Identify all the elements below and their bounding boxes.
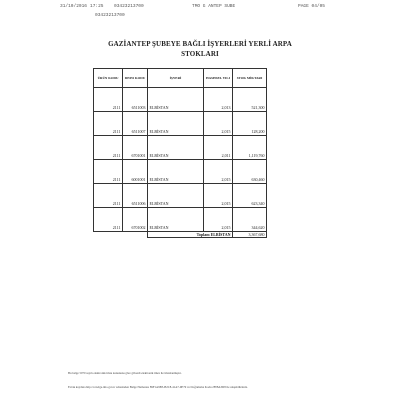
cell-product-code: 2111 bbox=[94, 88, 123, 112]
footer-signature-note: Bu belge 5070 sayılı elektronik imza kanununa göre güvenli elektronik imza ile imzalanmıştır. bbox=[68, 371, 182, 375]
cell-quantity: 1,119,760 bbox=[233, 136, 267, 160]
cell-product-code: 2111 bbox=[94, 112, 123, 136]
header-quantity: STOK MİKTARI bbox=[233, 69, 267, 88]
fax-sender: TMO G ANTEP SUBE bbox=[192, 4, 236, 9]
total-label: Toplam ELBİSTAN bbox=[148, 232, 233, 238]
document-title bbox=[0, 40, 400, 59]
cell-depot-code: 6001001 bbox=[123, 160, 148, 184]
cell-depot-code: 6511007 bbox=[123, 112, 148, 136]
cell-year: 2,015 bbox=[204, 184, 233, 208]
cell-product-code: 2111 bbox=[94, 208, 123, 232]
cell-quantity: 128,200 bbox=[233, 112, 267, 136]
table-row bbox=[94, 184, 267, 208]
title-line-2: STOKLARI bbox=[181, 49, 219, 58]
cell-district: ELBİSTAN bbox=[148, 88, 204, 112]
fax-header bbox=[60, 4, 336, 12]
header-year: HASHSEL YILI bbox=[204, 69, 233, 88]
fax-page: PAGE 04/05 bbox=[298, 4, 326, 9]
fax-time: 17:25 bbox=[90, 4, 104, 9]
cell-depot-code: 6701002 bbox=[123, 208, 148, 232]
total-value: 3,367,680 bbox=[233, 232, 267, 238]
cell-year: 2,011 bbox=[204, 136, 233, 160]
cell-district: ELBİSTAN bbox=[148, 184, 204, 208]
total-row bbox=[94, 232, 267, 238]
cell-product-code: 2111 bbox=[94, 136, 123, 160]
cell-depot-code: 6511006 bbox=[123, 184, 148, 208]
table-row bbox=[94, 88, 267, 112]
fax-date: 31/10/2016 bbox=[60, 4, 88, 9]
cell-quantity: 623,340 bbox=[233, 184, 267, 208]
cell-quantity: 344,620 bbox=[233, 208, 267, 232]
footer-verification-note: Evrak kaydına http://e-belge.tmo.gov.tr adresinden Belge Numarası 89F1A9B5-B2C8-41A7-9E79 ve Doğrulama Kodu 2F08A3D8 ile ulaşabilirsiniz. bbox=[68, 385, 248, 389]
cell-year: 2,015 bbox=[204, 112, 233, 136]
cell-product-code: 2111 bbox=[94, 184, 123, 208]
cell-quantity: 630,460 bbox=[233, 160, 267, 184]
cell-district: ELBİSTAN bbox=[148, 160, 204, 184]
cell-district: ELBİSTAN bbox=[148, 208, 204, 232]
title-line-1: GAZİANTEP ŞUBEYE BAĞLI İŞYERLERİ YERLİ ARPA bbox=[108, 40, 292, 48]
cell-year: 2,013 bbox=[204, 88, 233, 112]
fax-number: 03423213700 bbox=[114, 4, 144, 9]
cell-product-code: 2111 bbox=[94, 160, 123, 184]
table-row bbox=[94, 112, 267, 136]
cell-year: 2,015 bbox=[204, 160, 233, 184]
cell-quantity: 521,300 bbox=[233, 88, 267, 112]
table-row bbox=[94, 160, 267, 184]
cell-year: 2,015 bbox=[204, 208, 233, 232]
table-row bbox=[94, 136, 267, 160]
table-header-row bbox=[94, 69, 267, 88]
cell-district: ELBİSTAN bbox=[148, 136, 204, 160]
header-product-code: ÜRÜN KODU bbox=[94, 69, 123, 88]
fax-id: 03423213700 bbox=[95, 13, 125, 18]
cell-district: ELBİSTAN bbox=[148, 112, 204, 136]
table-row bbox=[94, 208, 267, 232]
header-depot-code: DEPO KODU bbox=[123, 69, 148, 88]
cell-depot-code: 6701001 bbox=[123, 136, 148, 160]
cell-depot-code: 6511003 bbox=[123, 88, 148, 112]
stock-table bbox=[93, 68, 267, 238]
header-district: İŞYERİ bbox=[148, 69, 204, 88]
